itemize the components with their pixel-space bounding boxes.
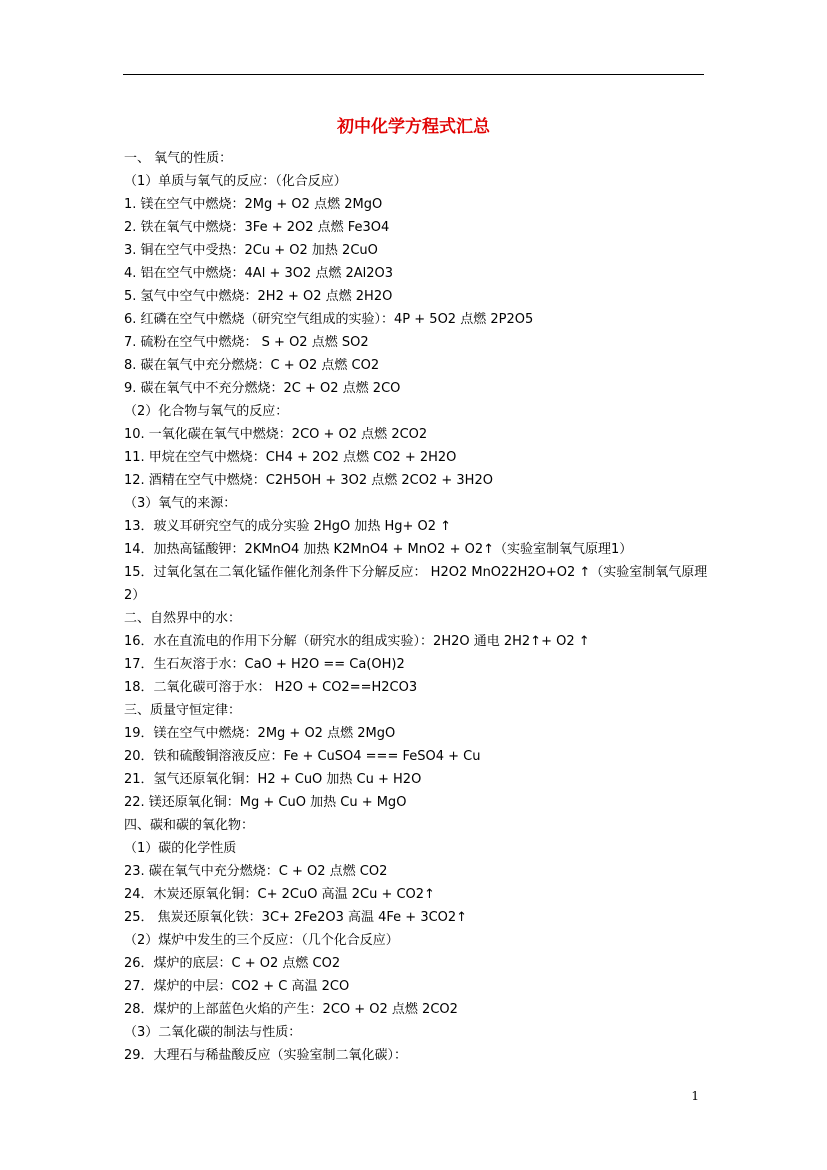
section-heading: 二、自然界中的水： — [124, 611, 242, 626]
subsection-heading: （1）单质与氧气的反应：（化合反应） — [124, 174, 347, 189]
subsection-heading: （3）氧气的来源： — [124, 496, 237, 511]
equation-line: 16．水在直流电的作用下分解（研究水的组成实验）：2H2O 通电 2H2↑+ O2 ↑ — [124, 634, 590, 649]
equation-line: 9. 碳在氧气中不充分燃烧：2C + O2 点燃 2CO — [124, 381, 401, 396]
equation-line: 2. 铁在氧气中燃烧：3Fe + 2O2 点燃 Fe3O4 — [124, 220, 390, 235]
equation-line: 21．氢气还原氧化铜：H2 + CuO 加热 Cu + H2O — [124, 772, 422, 787]
equation-line: 14．加热高锰酸钾：2KMnO4 加热 K2MnO4 + MnO2 + O2↑（实验室制氧气原理1） — [124, 542, 633, 557]
section-heading: 一、 氧气的性质： — [124, 151, 233, 166]
header-rule — [123, 74, 704, 75]
equation-line: 3. 铜在空气中受热：2Cu + O2 加热 2CuO — [124, 243, 378, 258]
equation-line: 11. 甲烷在空气中燃烧：CH4 + 2O2 点燃 CO2 + 2H2O — [124, 450, 457, 465]
equation-line: 7. 硫粉在空气中燃烧： S + O2 点燃 SO2 — [124, 335, 369, 350]
section-heading: 三、质量守恒定律： — [124, 703, 242, 718]
equation-line: 26．煤炉的底层：C + O2 点燃 CO2 — [124, 956, 341, 971]
equation-line: 12. 酒精在空气中燃烧：C2H5OH + 3O2 点燃 2CO2 + 3H2O — [124, 473, 493, 488]
equation-line: 22. 镁还原氧化铜：Mg + CuO 加热 Cu + MgO — [124, 795, 407, 810]
subsection-heading: （2）化合物与氧气的反应： — [124, 404, 289, 419]
equation-line: 1. 镁在空气中燃烧：2Mg + O2 点燃 2MgO — [124, 197, 383, 212]
equation-line: 8. 碳在氧气中充分燃烧：C + O2 点燃 CO2 — [124, 358, 380, 373]
equation-line: 29．大理石与稀盐酸反应（实验室制二氧化碳）： — [124, 1048, 408, 1063]
equation-line: 18．二氧化碳可溶于水： H2O + CO2==H2CO3 — [124, 680, 418, 695]
equation-line: 24．木炭还原氧化铜：C+ 2CuO 高温 2Cu + CO2↑ — [124, 887, 435, 902]
equation-line: 15．过氧化氢在二氧化锰作催化剂条件下分解反应： H2O2 MnO22H2O+O2 ↑（实验室制氧气原理 2） — [124, 565, 708, 603]
page-number: 1 — [691, 1089, 699, 1103]
equation-line: 6. 红磷在空气中燃烧（研究空气组成的实验）：4P + 5O2 点燃 2P2O5 — [124, 312, 534, 327]
equation-line: 4. 铝在空气中燃烧：4Al + 3O2 点燃 2Al2O3 — [124, 266, 394, 281]
subsection-heading: （3）二氧化碳的制法与性质： — [124, 1025, 302, 1040]
equation-line: 17．生石灰溶于水：CaO + H2O == Ca(OH)2 — [124, 657, 405, 672]
equation-line: 28．煤炉的上部蓝色火焰的产生：2CO + O2 点燃 2CO2 — [124, 1002, 458, 1017]
subsection-heading: （2）煤炉中发生的三个反应：（几个化合反应） — [124, 933, 399, 948]
equation-line: 25． 焦炭还原氧化铁：3C+ 2Fe2O3 高温 4Fe + 3CO2↑ — [124, 910, 468, 925]
document-body — [124, 147, 708, 1067]
equation-line: 27．煤炉的中层：CO2 + C 高温 2CO — [124, 979, 350, 994]
equation-line: 10. 一氧化碳在氧气中燃烧：2CO + O2 点燃 2CO2 — [124, 427, 428, 442]
document-title: 初中化学方程式汇总 — [337, 117, 490, 137]
equation-line: 23. 碳在氧气中充分燃烧：C + O2 点燃 CO2 — [124, 864, 388, 879]
subsection-heading: （1）碳的化学性质 — [124, 841, 237, 856]
equation-line: 20．铁和硫酸铜溶液反应：Fe + CuSO4 === FeSO4 + Cu — [124, 749, 481, 764]
equation-line: 13．玻义耳研究空气的成分实验 2HgO 加热 Hg+ O2 ↑ — [124, 519, 452, 534]
equation-line: 19．镁在空气中燃烧：2Mg + O2 点燃 2MgO — [124, 726, 396, 741]
section-heading: 四、碳和碳的氧化物： — [124, 818, 255, 833]
equation-line: 5. 氢气中空气中燃烧：2H2 + O2 点燃 2H2O — [124, 289, 393, 304]
